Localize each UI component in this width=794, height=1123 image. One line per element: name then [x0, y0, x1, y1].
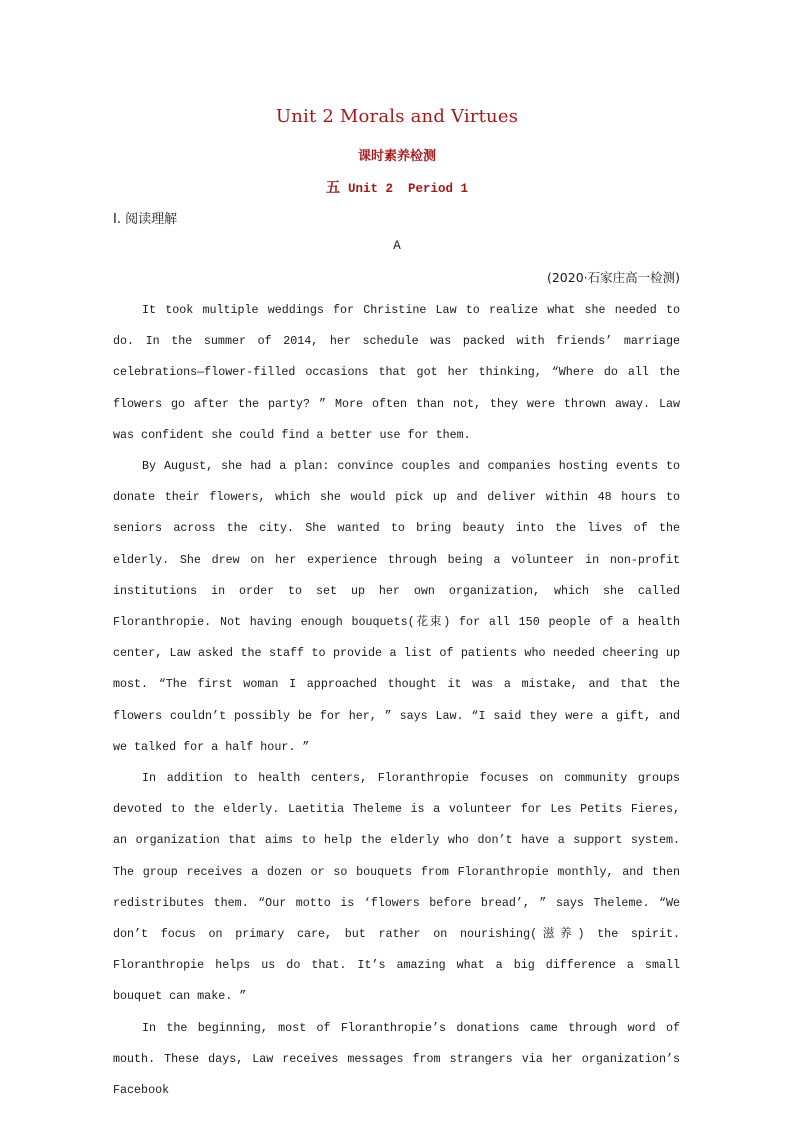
period-label: Unit 2 Period 1 [347, 182, 469, 196]
paragraph: In addition to health centers, Floranthropie focuses on community groups devoted to the elderly. Laetitia Theleme is a volunteer for Les Petits Fieres, an organization that aims to help the elderly who don’t have a support system. The group receives a dozen or so bouquets from Floranthropie monthly, and then redistributes them. “Our motto is ‘flowers before bread’, ” says Theleme. “We don’t focus on primary care, but rather on nourishing(滋养) the spirit. Floranthropie helps us do that. It’s amazing what a big difference a small bouquet can make. ” [113, 771, 680, 1004]
section-heading: Ⅰ. 阅读理解 [113, 212, 178, 227]
period-number: 五 [325, 180, 340, 196]
subtitle: 课时素养检测 [357, 149, 436, 164]
passage-source: (2020·石家庄高一检测) [546, 270, 680, 285]
unit-title: Unit 2 Morals and Virtues [275, 106, 519, 127]
paragraph: It took multiple weddings for Christine Law to realize what she needed to do. In the summer of 2014, her schedule was packed with friends’ marriage celebrations—flower-filled occasions that got her thinking, “Where do all the flowers go after the party? ” More often than not, they were thrown away. Law was confident she could find a better use for them. [113, 303, 680, 442]
period-heading [0, 177, 794, 197]
passage-body [113, 295, 680, 1106]
paragraph: By August, she had a plan: convince couples and companies hosting events to donate their flowers, which she would pick up and deliver within 48 hours to seniors across the city. She wanted to bring beauty into the lives of the elderly. She drew on her experience through being a volunteer in non-profit institutions in order to set up her own organization, which she called Floranthropie. Not having enough bouquets(花束) for all 150 people of a health center, Law asked the staff to provide a list of patients who needed cheering up most. “The first woman I approached thought it was a mistake, and that the flowers couldn’t possibly be for her, ” says Law. “I said they were a gift, and we talked for a half hour. ” [113, 459, 680, 754]
passage-label: A [393, 239, 401, 253]
paragraph: In the beginning, most of Floranthropie’s donations came through word of mouth. These days, Law receives messages from strangers via her organization’s Facebook [113, 1020, 680, 1098]
